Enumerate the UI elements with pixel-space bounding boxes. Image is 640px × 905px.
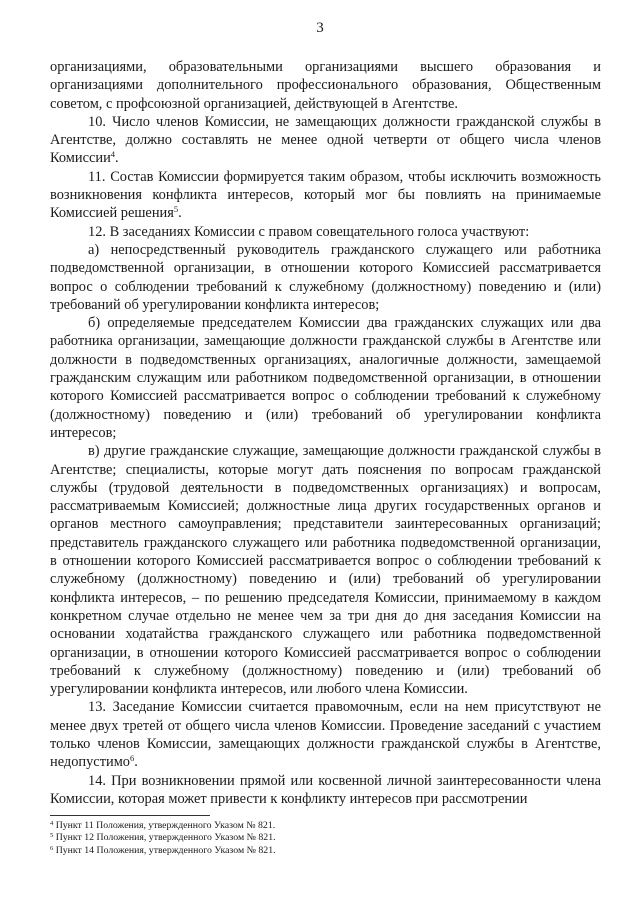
footnote-ref[interactable]: 6 — [130, 753, 135, 764]
footnote-divider — [50, 815, 210, 816]
footnote-mark: 4 — [50, 820, 54, 827]
paragraph-13: 13. Заседание Комиссии считается правомочным, если на нем присутствуют не менее двух третей от общего числа членов Комиссии. Проведение заседаний с участием только членов Комиссии, замещающих должности гражданской службы в Агентстве, недопустимо$^6$. — [50, 699, 601, 771]
footnote-ref[interactable]: 4 — [110, 149, 116, 160]
document-body — [50, 58, 601, 808]
footnote-text: Пункт 12 Положения, утвержденного Указом № 821. — [55, 832, 276, 844]
paragraph-text: организациями, образовательными организациями высшего образования и организациями дополнительного профессионального образования, Общественным советом, с профсоюзной организацией, действующей в Агентстве. — [50, 59, 601, 112]
footnote-item — [50, 832, 601, 844]
paragraph-text: а) непосредственный руководитель гражданского служащего или работника подведомственной организации, в отношении которого Комиссией рассматривается вопрос о соблюдении требований к служебному (должностному) поведению и (или) требований об урегулировании конфликта интересов; — [50, 241, 601, 313]
footnote-mark: 6 — [50, 844, 54, 852]
footnote-ref[interactable]: 5 — [173, 204, 179, 215]
paragraph-text: 11. Состав Комиссии формируется таким образом, чтобы исключить возможность возникновения конфликта интересов, который мог бы повлиять на принимаемые Комиссией решения — [50, 168, 601, 222]
paragraph-11: 11. Состав Комиссии формируется таким образом, чтобы исключить возможность возникновения конфликта интересов, который мог бы повлиять на принимаемые Комиссией решения$^5$. — [50, 168, 601, 222]
paragraph-14 — [50, 772, 601, 809]
paragraph-12a — [50, 241, 601, 314]
paragraph-10: 10. Число членов Комиссии, не замещающих должности гражданской службы в Агентстве, должно составлять не менее одной четверти от общего числа членов Комиссии$^4$. — [50, 113, 601, 167]
page-number: 3 — [316, 20, 324, 36]
paragraph-12b — [50, 314, 601, 442]
paragraph-text: 13. Заседание Комиссии считается правомочным, если на нем присутствуют не менее двух третей от общего числа членов Комиссии. Проведение заседаний с участием только членов Комиссии, замещающих должности гражданской службы в Агентстве, недопустимо — [50, 699, 601, 771]
paragraph-12 — [50, 223, 601, 241]
paragraph-text: 14. При возникновении прямой или косвенной личной заинтересованности члена Комиссии, которая может привести к конфликту интересов при рассмотрении — [50, 772, 601, 807]
paragraph-12v — [50, 442, 601, 698]
footnote-text: Пункт 11 Положения, утвержденного Указом № 821. — [55, 820, 276, 831]
footnote-text: Пункт 14 Положения, утвержденного Указом № 821. — [55, 844, 276, 856]
paragraph-text: 12. В заседаниях Комиссии с правом совещательного голоса участвуют: — [88, 223, 530, 240]
footnote-item — [50, 820, 601, 832]
footnote-item — [50, 845, 601, 857]
paragraph-continuation — [50, 58, 601, 113]
paragraph-text: б) определяемые председателем Комиссии два гражданских служащих или два работника организации, замещающие должности гражданской службы в Агентстве или должности в подведомственных организациях, аналогичные должности, замещаемой гражданским служащим или работником подведомственной организации, в отношении которого Комиссией рассматривается вопрос о соблюдении требований к служебному (должностному) поведению и (или) требований об урегулировании конфликта интересов; — [50, 315, 601, 441]
paragraph-text: 10. Число членов Комиссии, не замещающих должности гражданской службы в Агентстве, должно составлять не менее одной четверти от общего числа членов Комиссии — [50, 113, 601, 167]
footnote-mark: 5 — [50, 832, 54, 840]
paragraph-text: в) другие гражданские служащие, замещающие должности гражданской службы в Агентстве; специалисты, которые могут дать пояснения по вопросам гражданской службы (трудовой деятельности в подведомственных организациях) и вопросам, рассматриваемым Комиссией; должностные лица других государственных органов и органов местного самоуправления; представители заинтересованных организаций; представитель гражданского служащего или работника подведомственной организации, в отношении которого Комиссией рассматривается вопрос о соблюдении требований к служебному (должностному) поведению и (или) требований об урегулировании конфликта интересов, – по решению председателя Комиссии, принимаемому в каждом конкретном случае отдельно не менее чем за три дня до дня заседания Комиссии на основании ходатайства гражданского служащего или работника подведомственной организации, в отношении которого Комиссией рассматривается вопрос о соблюдении требований к служебному (должностному) поведению и (или) требований об урегулировании конфликта интересов, или любого члена Комиссии. — [50, 443, 601, 698]
footnotes — [50, 820, 601, 857]
